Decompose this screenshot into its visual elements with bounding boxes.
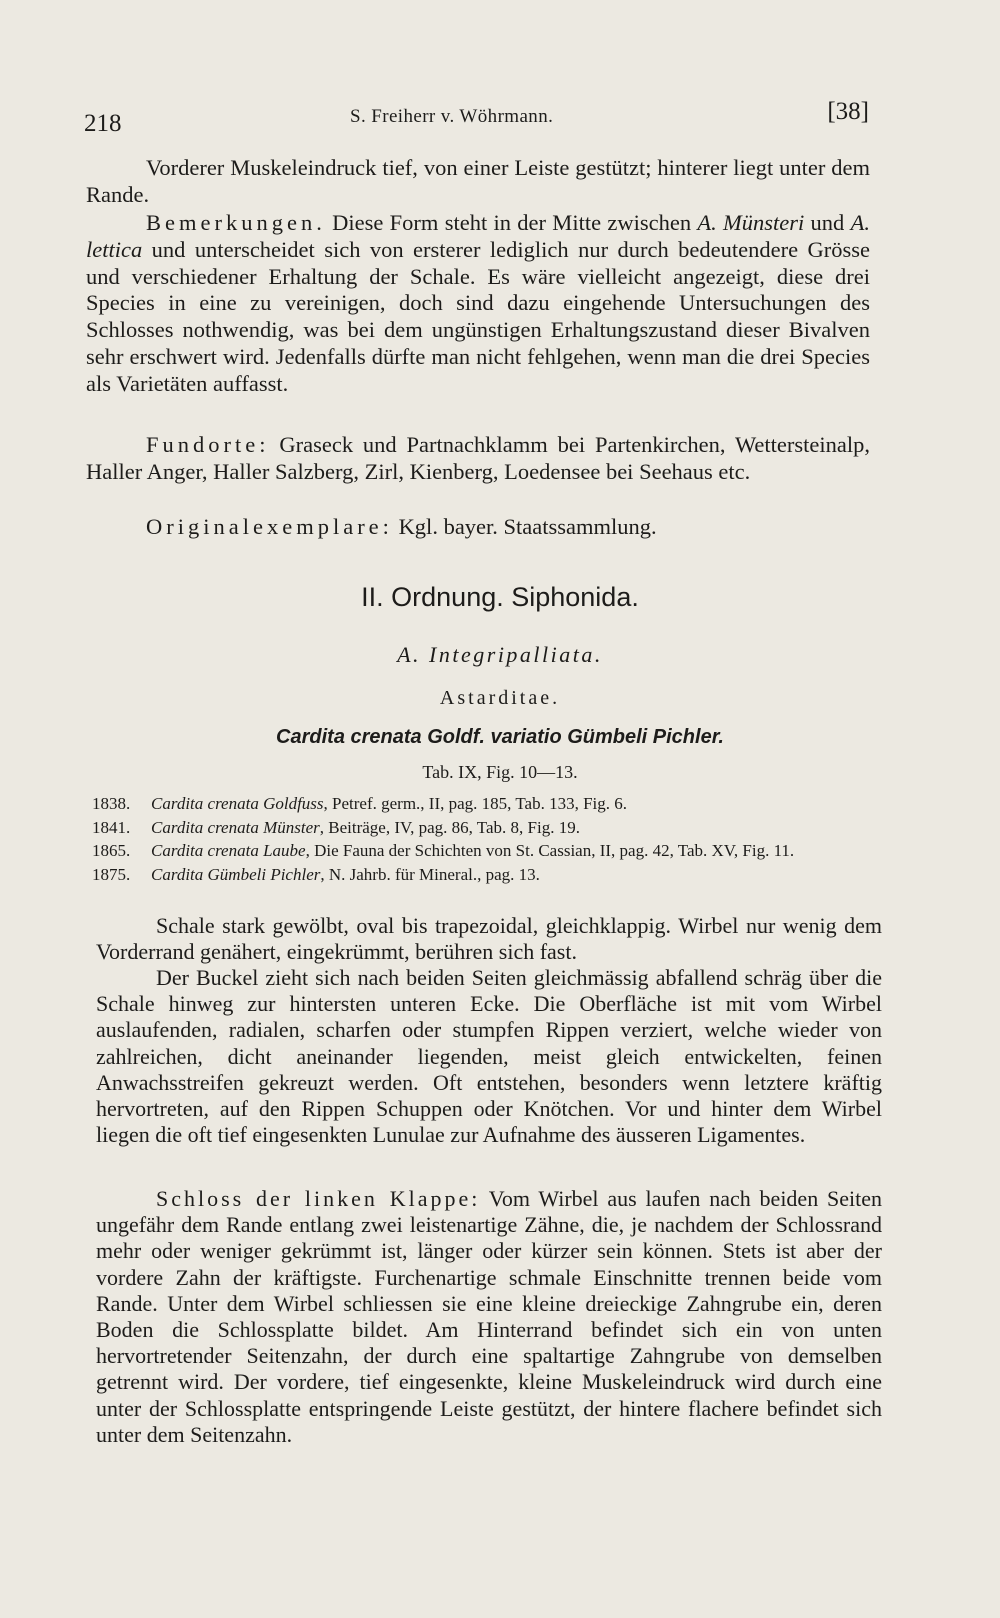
synonymy-name: Cardita crenata Goldfuss bbox=[151, 794, 324, 813]
synonymy-citation: , Beiträge, IV, pag. 86, Tab. 8, Fig. 19. bbox=[319, 817, 580, 837]
original-specimens-label: Originalexemplare: bbox=[146, 514, 393, 539]
synonymy-list bbox=[92, 792, 882, 886]
order-heading: II. Ordnung. Siphonida. bbox=[361, 582, 639, 612]
bracket-page-number: [38] bbox=[827, 98, 869, 125]
plate-reference: Tab. IX, Fig. 10—13. bbox=[422, 762, 578, 782]
synonymy-year: 1875. bbox=[92, 864, 131, 884]
paragraph-shell-description bbox=[96, 913, 882, 965]
localities-text: Graseck und Partnachklamm bei Partenkirchen, Wettersteinalp, Haller Anger, Haller Salzberg, Zirl, Kienberg, Loedensee bei Seehaus etc. bbox=[86, 432, 870, 484]
paragraph-hinge-left-valve bbox=[96, 1186, 882, 1448]
paragraph-text: Vorderer Muskeleindruck tief, von einer Leiste gestützt; hinterer liegt unter dem Rande. bbox=[86, 155, 870, 207]
suborder-heading: A. Integripalliata. bbox=[397, 642, 603, 667]
synonymy-name: Cardita crenata Laube bbox=[151, 841, 306, 860]
paragraph-original-specimens bbox=[86, 514, 870, 541]
localities-label: Fundorte: bbox=[146, 432, 270, 457]
page-number: 218 bbox=[84, 110, 122, 137]
species-name-lettica: A. lettica bbox=[86, 210, 870, 262]
synonymy-citation: , N. Jahrb. für Mineral., pag. 13. bbox=[320, 864, 540, 884]
synonymy-name: Cardita crenata Münster bbox=[151, 817, 320, 837]
hinge-label: Schloss der linken Klappe: bbox=[156, 1186, 481, 1211]
remarks-text-1: Diese Form steht in der Mitte zwischen bbox=[325, 210, 698, 235]
paragraph-muscle-impression bbox=[86, 155, 870, 209]
paragraph-remarks bbox=[86, 210, 870, 398]
synonymy-citation: , Die Fauna der Schichten von St. Cassian, II, pag. 42, Tab. XV, Fig. 11. bbox=[305, 841, 795, 860]
paragraph-localities bbox=[86, 432, 870, 486]
original-specimens-text: Kgl. bayer. Staatssammlung. bbox=[392, 514, 657, 539]
remarks-text-2: und bbox=[804, 210, 851, 235]
species-heading: Cardita crenata Goldf. variatio Gümbeli Pichler. bbox=[276, 726, 724, 748]
remarks-label: Bemerkungen. bbox=[146, 210, 326, 235]
remarks-text-3: und unterscheidet sich von ersterer lediglich nur durch bedeutendere Grösse und verschiedener Erhaltung der Schale. Es wäre vielleicht angezeigt, diese drei Species in eine zu vereinigen, doch sind dazu eingehende Untersuchungen des Schlosses nothwendig, was bei dem ungünstigen Erhaltungszustand dieser Bivalven sehr erschwert wird. Jedenfalls dürfte man nicht fehlgehen, wenn man die drei Species als Varietäten auffasst. bbox=[86, 236, 870, 396]
family-heading: Astarditae. bbox=[439, 687, 561, 709]
running-head-author: S. Freiherr v. Wöhrmann. bbox=[350, 106, 554, 127]
paragraph-text: Der Buckel zieht sich nach beiden Seiten gleichmässig abfallend schräg über die Schale hinweg zur hintersten unteren Ecke. Die Oberfläche ist mit vom Wirbel auslaufenden, radialen, scharfen oder stumpfen Rippen verziert, welche wieder von zahlreichen, dicht aneinander liegenden, meist gleich entwickelten, feinen Anwachsstreifen gekreuzt werden. Oft entstehen, besonders wenn letztere kräftig hervortreten, auf den Rippen Schuppen oder Knötchen. Vor und hinter dem Wirbel liegen die oft tief eingesenkten Lunulae zur Aufnahme des äusseren Ligamentes. bbox=[96, 965, 882, 1148]
page-header bbox=[84, 98, 869, 138]
synonymy-name: Cardita Gümbeli Pichler bbox=[151, 864, 321, 884]
synonymy-year: 1841. bbox=[92, 817, 131, 837]
synonymy-year: 1865. bbox=[92, 841, 131, 860]
paragraph-surface-description bbox=[96, 965, 882, 1148]
paragraph-text: Schale stark gewölbt, oval bis trapezoidal, gleichklappig. Wirbel nur wenig dem Vorderrand genähert, eingekrümmt, berühren sich fast. bbox=[96, 913, 882, 965]
synonymy-entry bbox=[92, 839, 882, 863]
synonymy-year: 1838. bbox=[92, 794, 131, 813]
synonymy-entry bbox=[92, 816, 882, 840]
hinge-text: Vom Wirbel aus laufen nach beiden Seiten ungefähr dem Rande entlang zwei leistenartige Zähne, die, je nachdem der Schlossrand mehr oder weniger gekrümmt ist, länger oder kürzer sein können. Stets ist aber der vordere Zahn der kräftigste. Furchenartige schmale Einschnitte trennen beide vom Rande. Unter dem Wirbel schliessen sie eine kleine dreieckige Zahngrube ein, deren Boden die Schlossplatte bildet. Am Hinterrand befindet sich ein von unten hervortretender Seitenzahn, der durch eine spaltartige Zahngrube von demselben getrennt wird. Der vordere, tief eingesenkte, kleine Muskeleindruck wird durch eine unter der Schlossplatte entspringende Leiste gestützt, der hintere flachere befindet sich unter dem Seitenzahn. bbox=[96, 1186, 882, 1447]
synonymy-entry bbox=[92, 863, 882, 887]
synonymy-citation: , Petref. germ., II, pag. 185, Tab. 133, Fig. 6. bbox=[323, 794, 628, 813]
synonymy-entry bbox=[92, 792, 882, 816]
species-name-muensteri: A. Münsteri bbox=[697, 210, 805, 235]
